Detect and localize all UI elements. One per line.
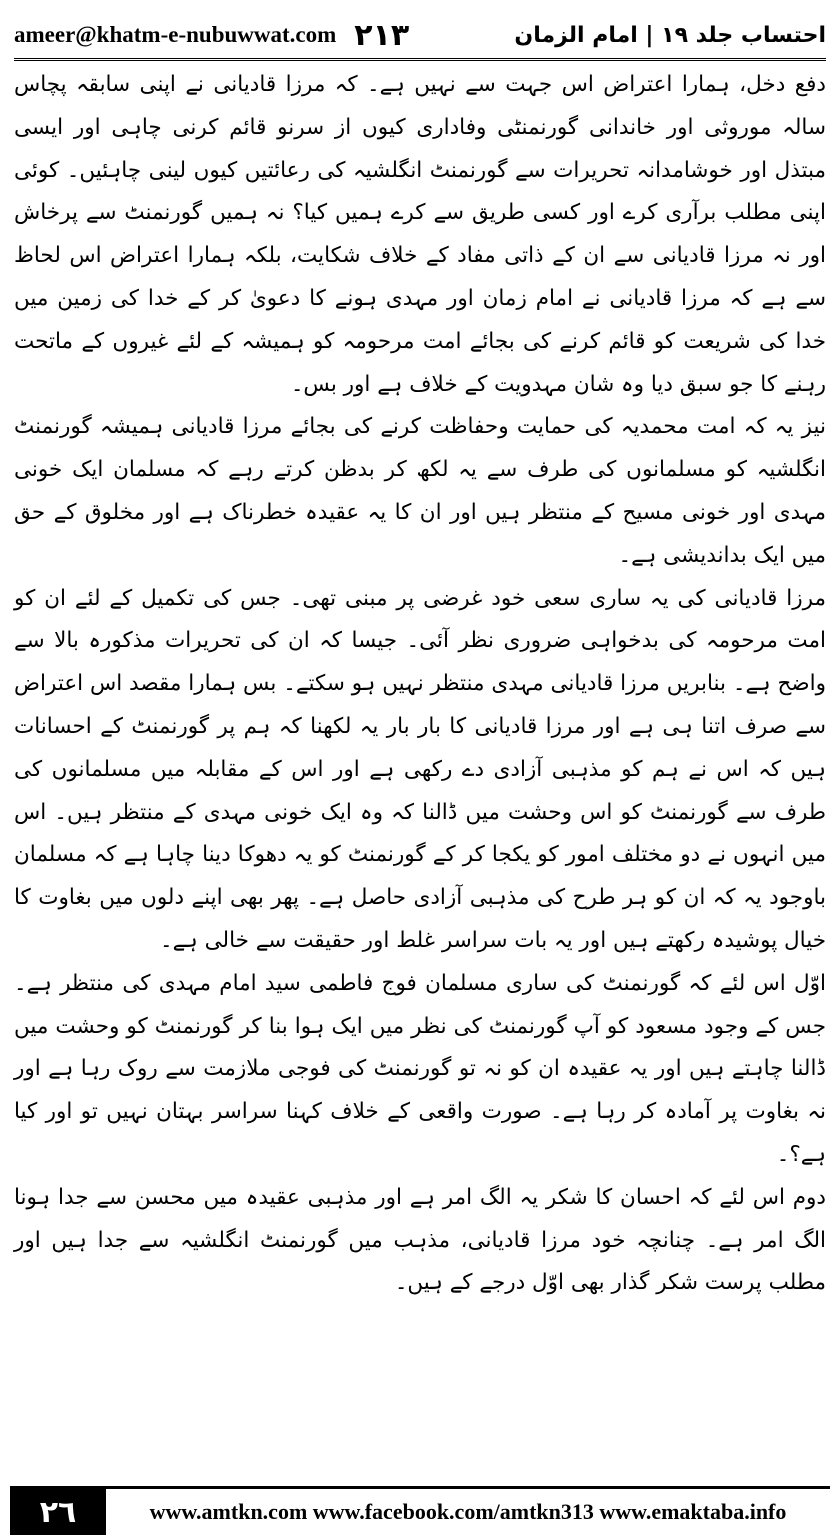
page-footer	[10, 1486, 830, 1535]
page-header	[14, 12, 826, 61]
paragraph-2: نیز یہ کہ امت محمدیہ کی حمایت وحفاظت کرنے کی بجائے مرزا قادیانی ہمیشہ گورنمنٹ انگلشیہ کو مسلمانوں کی طرف سے یہ لکھ کر بدظن کرتے رہے کہ مسلمان ایک خونی مہدی اور خونی مسیح کے منتظر ہیں اور ان کا یہ عقیدہ خطرناک ہے اور مخلوق کے حق میں ایک بداندیشی ہے۔	[14, 414, 826, 568]
header-book-title: احتساب جلد ۱۹ | امام الزمان	[514, 22, 826, 48]
header-page-number: ٢١٣	[354, 17, 410, 53]
body-text	[14, 64, 826, 1464]
paragraph-5: دوم اس لئے کہ احسان کا شکر یہ الگ امر ہے اور مذہبی عقیدہ میں محسن سے جدا ہونا الگ امر ہے۔ چنانچہ خود مرزا قادیانی، مذہب میں گورنمنٹ انگلشیہ سے جدا ہیں اور مطلب پرست شکر گذار بھی اوّل درجے کے ہیں۔	[14, 1184, 826, 1296]
footer-folio: ٢٦	[10, 1489, 106, 1535]
paragraph-4: اوّل اس لئے کہ گورنمنٹ کی ساری مسلمان فوج فاطمی سید امام مہدی کی منتظر ہے۔ جس کے وجود مسعود کو آپ گورنمنٹ کی نظر میں ایک ہوا بنا کر گورنمنٹ کو وحشت میں ڈالنا چاہتے ہیں اور یہ عقیدہ ان کو نہ تو گورنمنٹ کی فوجی ملازمت سے روک رہا ہے اور نہ بغاوت پر آمادہ کر رہا ہے۔ صورت واقعی کے خلاف کہنا سراسر بہتان نہیں تو اور کیا ہے؟۔	[14, 970, 826, 1167]
header-email: ameer@khatm-e-nubuwwat.com	[14, 22, 337, 47]
header-left-group	[14, 18, 409, 53]
paragraph-1: دفع دخل، ہمارا اعتراض اس جہت سے نہیں ہے۔ کہ مرزا قادیانی نے اپنی سابقہ پچاس سالہ موروثی اور خاندانی گورنمنٹی وفاداری کیوں از سرنو قائم کرنی چاہی اور ایسی مبتذل اور خوشامدانہ تحریرات سے گورنمنٹ انگلشیہ کی رعائتیں کیوں لینی چاہئیں۔ کوئی اپنی مطلب برآری کرے اور کسی طریق سے کرے ہمیں کیا؟ نہ ہمیں گورنمنٹ سے پرخاش اور نہ مرزا قادیانی سے ان کے ذاتی مفاد کے خلاف شکایت، بلکہ ہمارا اعتراض اس لحاظ سے ہے کہ مرزا قادیانی نے امام زمان اور مہدی ہونے کا دعویٰ کر کے خدا کی زمین میں خدا کی شریعت کو قائم کرنے کی بجائے امت مرحومہ کو ہمیشہ کے لئے غیروں کے ماتحت رہنے کا جو سبق دیا وہ شان مہدویت کے خلاف ہے اور بس۔	[14, 72, 826, 397]
footer-links: www.amtkn.com www.facebook.com/amtkn313 www.emaktaba.info	[149, 1499, 787, 1524]
paragraph-3: مرزا قادیانی کی یہ ساری سعی خود غرضی پر مبنی تھی۔ جس کی تکمیل کے لئے ان کو امت مرحومہ کی بدخواہی ضروری نظر آئی۔ جیسا کہ ان کی تحریرات مذکورہ بالا سے واضح ہے۔ بنابریں مرزا قادیانی مہدی منتظر نہیں ہو سکتے۔ بس ہمارا مقصد اس اعتراض سے صرف اتنا ہی ہے اور مرزا قادیانی کا بار بار یہ لکھنا کہ ہم پر گورنمنٹ کے احسانات ہیں کہ اس نے ہم کو مذہبی آزادی دے رکھی ہے اور اس کے مقابلہ میں مسلمانوں کی طرف سے گورنمنٹ کو اس وحشت میں ڈالنا کہ وہ ایک خونی مہدی کے منتظر ہیں۔ اس میں انہوں نے دو مختلف امور کو یکجا کر کے گورنمنٹ کو یہ دھوکا دینا چاہا ہے کہ مسلمان باوجود یہ کہ ان کو ہر طرح کی مذہبی آزادی حاصل ہے۔ پھر بھی اپنے دلوں میں بغاوت کا خیال پوشیدہ رکھتے ہیں اور یہ بات سراسر غلط اور حقیقت سے خالی ہے۔	[14, 585, 826, 953]
